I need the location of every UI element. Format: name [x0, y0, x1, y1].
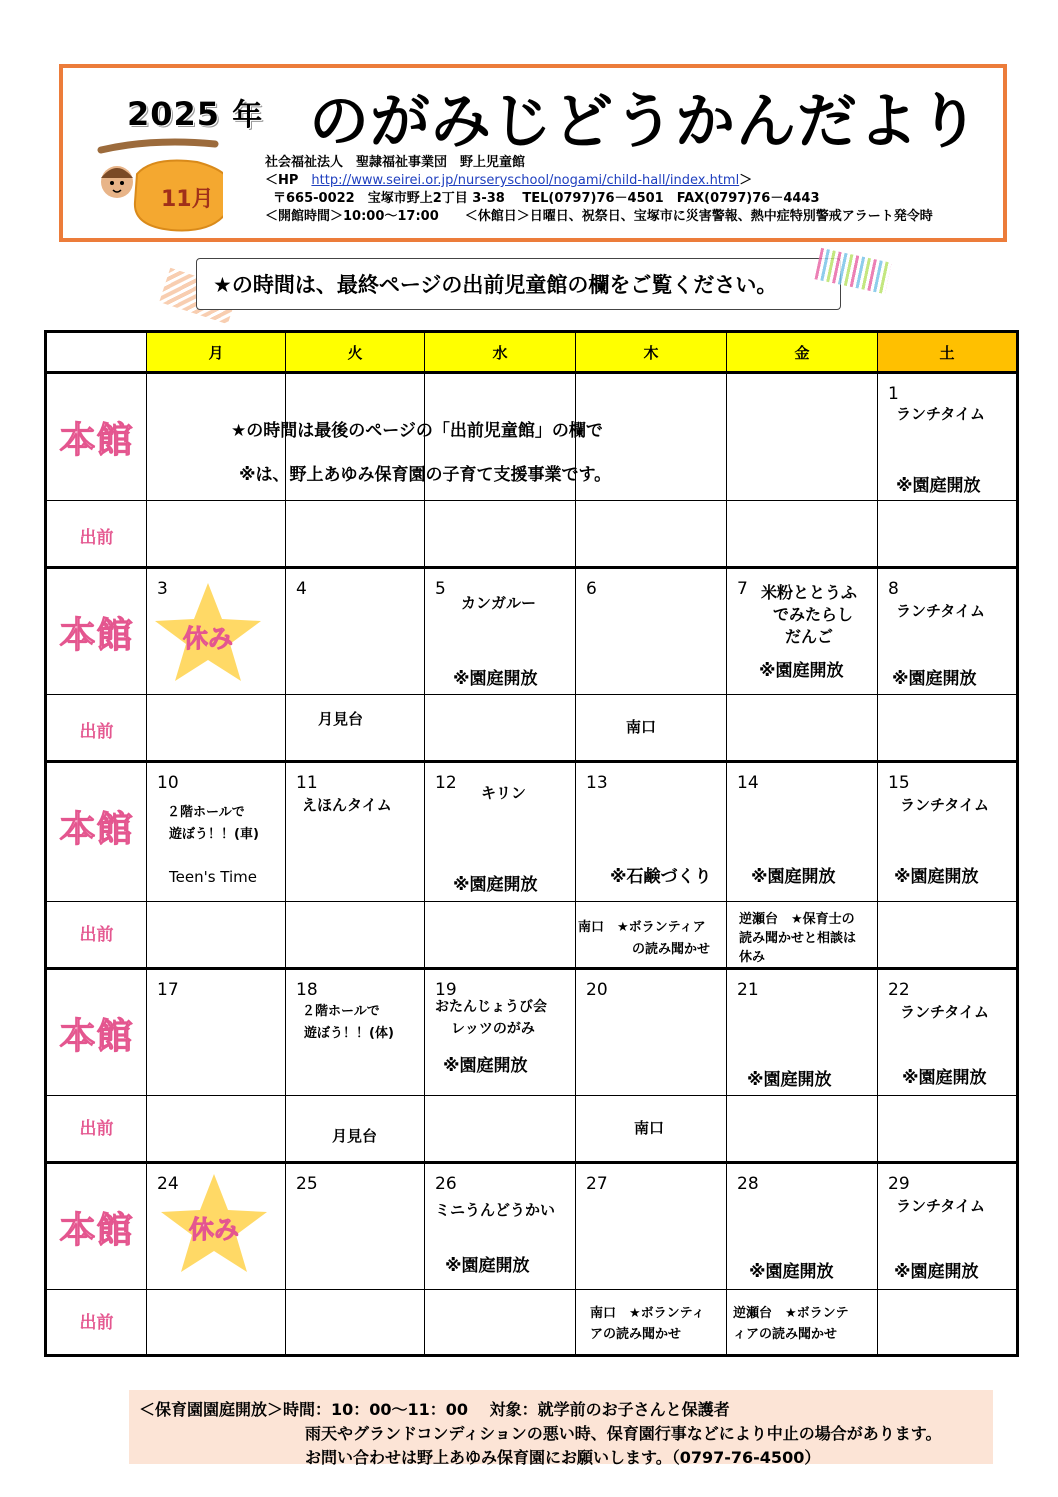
- day-number: 24: [157, 1174, 179, 1194]
- main-hall-label: 本館: [59, 1016, 134, 1057]
- header-wednesday: 水: [425, 332, 576, 373]
- day-number: 19: [435, 980, 457, 1000]
- outreach-sakasedai-line2: 読み聞かせと相談は: [739, 931, 857, 946]
- day-number: 8: [888, 579, 899, 599]
- outreach-tsukimidai: 月見台: [332, 1127, 378, 1145]
- day-number: 17: [157, 980, 179, 1000]
- day-cell-3: [147, 568, 286, 695]
- event-garden-open: ※園庭開放: [749, 1262, 834, 1282]
- day-cell-26: [425, 1163, 576, 1290]
- header-monday: 月: [147, 332, 286, 373]
- day-cell-25: [286, 1163, 425, 1290]
- closed-label: 休み: [188, 1215, 239, 1244]
- day-cell-18: [286, 969, 425, 1096]
- day-number: 4: [296, 579, 307, 599]
- address-phone: 〒665-0022 宝塚市野上2丁目 3-38 TEL(0797)76－4501 FAX(0797)76－4443: [273, 191, 820, 206]
- calendar-table: [44, 330, 1019, 1357]
- event-garden-open: ※園庭開放: [896, 476, 981, 496]
- newsletter-title: のがみじどうかんだより: [309, 87, 980, 157]
- outreach-label: 出前: [79, 925, 114, 945]
- closed-star-icon: [157, 1172, 271, 1276]
- garden-open-footer: [129, 1390, 993, 1467]
- event-lunch-time: ランチタイム: [900, 796, 989, 814]
- day-number: 3: [157, 579, 168, 599]
- event-garden-open: ※園庭開放: [453, 669, 538, 689]
- day-number: 15: [888, 773, 910, 793]
- hp-suffix: ＞: [739, 173, 753, 188]
- opening-hours: ＜開館時間＞10:00～17:00 ＜休館日＞日曜日、祝祭日、宝塚市に災害警報、熱中症特別警戒アラート発令時: [265, 209, 933, 224]
- outreach-label: 出前: [79, 528, 114, 548]
- event-garden-open: ※園庭開放: [747, 1070, 832, 1090]
- day-cell-29: [878, 1163, 1018, 1290]
- event-kangaroo: カンガルー: [461, 594, 537, 612]
- day-cell-14: [727, 762, 878, 902]
- footer-line-3: お問い合わせは野上あゆみ保育園にお願いします。（0797-76-4500）: [305, 1448, 821, 1467]
- day-cell-24: [147, 1163, 286, 1290]
- outreach-tsukimidai: 月見台: [318, 710, 364, 728]
- event-cooking-line2: でみたらし: [773, 605, 854, 624]
- outreach-volunteer-line2: アの読み聞かせ: [590, 1327, 682, 1342]
- main-hall-label: 本館: [59, 420, 134, 461]
- hp-link[interactable]: http://www.seirei.or.jp/nurseryschool/nogami/child-hall/index.html: [311, 173, 740, 188]
- day-number: 1: [888, 384, 899, 404]
- week1-note-2: ※は、野上あゆみ保育園の子育て支援事業です。: [239, 465, 612, 485]
- main-hall-label: 本館: [59, 615, 134, 656]
- day-cell-28: [727, 1163, 878, 1290]
- day-number: 25: [296, 1174, 318, 1194]
- acorn-month-badge-icon: [93, 134, 223, 234]
- day-number: 27: [586, 1174, 608, 1194]
- day-cell-4: [286, 568, 425, 695]
- notice-banner: ★の時間は、最終ページの出前児童館の欄をご覧ください。: [196, 258, 841, 310]
- day-cell-19: [425, 969, 576, 1096]
- outreach-minamiguchi: 南口: [634, 1119, 665, 1137]
- event-garden-open: ※園庭開放: [759, 661, 844, 681]
- day-number: 18: [296, 980, 318, 1000]
- day-number: 28: [737, 1174, 759, 1194]
- day-number: 29: [888, 1174, 910, 1194]
- header-saturday: 土: [878, 332, 1018, 373]
- year-number: 2025: [127, 95, 221, 133]
- day-cell-11: [286, 762, 425, 902]
- event-hall-play-line2: 遊ぼう！！(体): [304, 1026, 394, 1041]
- event-hall-play-line1: ２階ホールで: [302, 1004, 380, 1019]
- event-garden-open: ※園庭開放: [894, 867, 979, 887]
- event-mini-sports-day: ミニうんどうかい: [435, 1201, 556, 1219]
- event-lunch-time: ランチタイム: [900, 1003, 989, 1021]
- organization-info: [265, 154, 933, 226]
- day-cell-17: [147, 969, 286, 1096]
- day-number: 12: [435, 773, 457, 793]
- day-number: 10: [157, 773, 179, 793]
- header-tuesday: 火: [286, 332, 425, 373]
- year-label: [127, 90, 263, 134]
- main-hall-label: 本館: [59, 809, 134, 850]
- event-lunch-time: ランチタイム: [896, 1197, 985, 1215]
- day-cell-21: [727, 969, 878, 1096]
- event-birthday-party: おたんじょうび会: [435, 999, 547, 1015]
- month-badge-text: 11月: [161, 187, 214, 212]
- day-cell-15: [878, 762, 1018, 902]
- day-number: 21: [737, 980, 759, 1000]
- outreach-label: 出前: [79, 1119, 114, 1139]
- day-cell-27: [576, 1163, 727, 1290]
- outreach-label: 出前: [79, 722, 114, 742]
- footer-line-1: ＜保育園園庭開放＞時間：10：00～11：00 対象：就学前のお子さんと保護者: [139, 1400, 730, 1419]
- event-garden-open: ※園庭開放: [443, 1056, 528, 1076]
- event-garden-open: ※園庭開放: [902, 1068, 987, 1088]
- header-friday: 金: [727, 332, 878, 373]
- event-garden-open: ※園庭開放: [445, 1256, 530, 1276]
- closed-star-icon: [151, 581, 265, 685]
- event-lunch-time: ランチタイム: [896, 602, 985, 620]
- outreach-label: 出前: [79, 1313, 114, 1333]
- day-number: 5: [435, 579, 446, 599]
- event-lunch-time: ランチタイム: [896, 405, 985, 423]
- event-cooking-line1: 米粉ととうふ: [761, 583, 858, 602]
- event-hall-play-line1: ２階ホールで: [167, 805, 245, 820]
- event-garden-open: ※園庭開放: [894, 1262, 979, 1282]
- event-garden-open: ※園庭開放: [453, 875, 538, 895]
- week1-note-1: ★の時間は最後のページの「出前児童館」の欄で: [231, 421, 603, 441]
- outreach-volunteer-line1: 南口 ★ボランティア: [578, 920, 706, 935]
- outreach-minamiguchi: 南口: [626, 718, 657, 736]
- footer-line-2: 雨天やグランドコンディションの悪い時、保育園行事などにより中止の場合があります。: [305, 1424, 942, 1443]
- day-number: 20: [586, 980, 608, 1000]
- outreach-sakasedai-line3: 休み: [739, 950, 766, 965]
- main-hall-label: 本館: [59, 1210, 134, 1251]
- day-cell-8: [878, 568, 1018, 695]
- day-number: 11: [296, 773, 318, 793]
- header-thursday: 木: [576, 332, 727, 373]
- newsletter-header: [59, 64, 1007, 242]
- event-giraffe: キリン: [481, 784, 527, 802]
- day-number: 26: [435, 1174, 457, 1194]
- org-name: 社会福祉法人 聖隷福祉事業団 野上児童館: [265, 155, 526, 170]
- outreach-sakasedai-line2: ィアの読み聞かせ: [733, 1327, 838, 1342]
- outreach-sakasedai-line1: 逆瀬台 ★ボランテ: [733, 1306, 849, 1321]
- day-number: 14: [737, 773, 759, 793]
- day-number: 7: [737, 579, 748, 599]
- event-soap-making: ※石鹸づくり: [610, 867, 712, 887]
- event-hall-play-line2: 遊ぼう！！(車): [169, 827, 259, 842]
- event-garden-open: ※園庭開放: [892, 669, 977, 689]
- day-number: 13: [586, 773, 608, 793]
- outreach-volunteer-line1: 南口 ★ボランティ: [590, 1306, 705, 1321]
- day-cell-5: [425, 568, 576, 695]
- day-number: 22: [888, 980, 910, 1000]
- day-cell-10: [147, 762, 286, 902]
- day-number: 6: [586, 579, 597, 599]
- corner-cell: [46, 332, 147, 373]
- day-cell-13: [576, 762, 727, 902]
- day-cell-22: [878, 969, 1018, 1096]
- hp-prefix: ＜HP: [265, 173, 312, 188]
- year-suffix: 年: [232, 98, 264, 133]
- outreach-sakasedai-line1: 逆瀬台 ★保育士の: [739, 912, 855, 927]
- day-cell-12: [425, 762, 576, 902]
- day-cell-20: [576, 969, 727, 1096]
- day-cell-7: [727, 568, 878, 695]
- closed-label: 休み: [182, 624, 233, 653]
- event-lets-nogami: レッツのがみ: [451, 1021, 535, 1037]
- day-cell-6: [576, 568, 727, 695]
- outreach-volunteer-line2: の読み聞かせ: [632, 942, 711, 957]
- event-picture-book-time: えほんタイム: [302, 796, 392, 814]
- event-teens-time: Teen's Time: [169, 868, 257, 886]
- event-cooking-line3: だんご: [785, 627, 834, 646]
- day-cell-1: [878, 373, 1018, 501]
- event-garden-open: ※園庭開放: [751, 867, 836, 887]
